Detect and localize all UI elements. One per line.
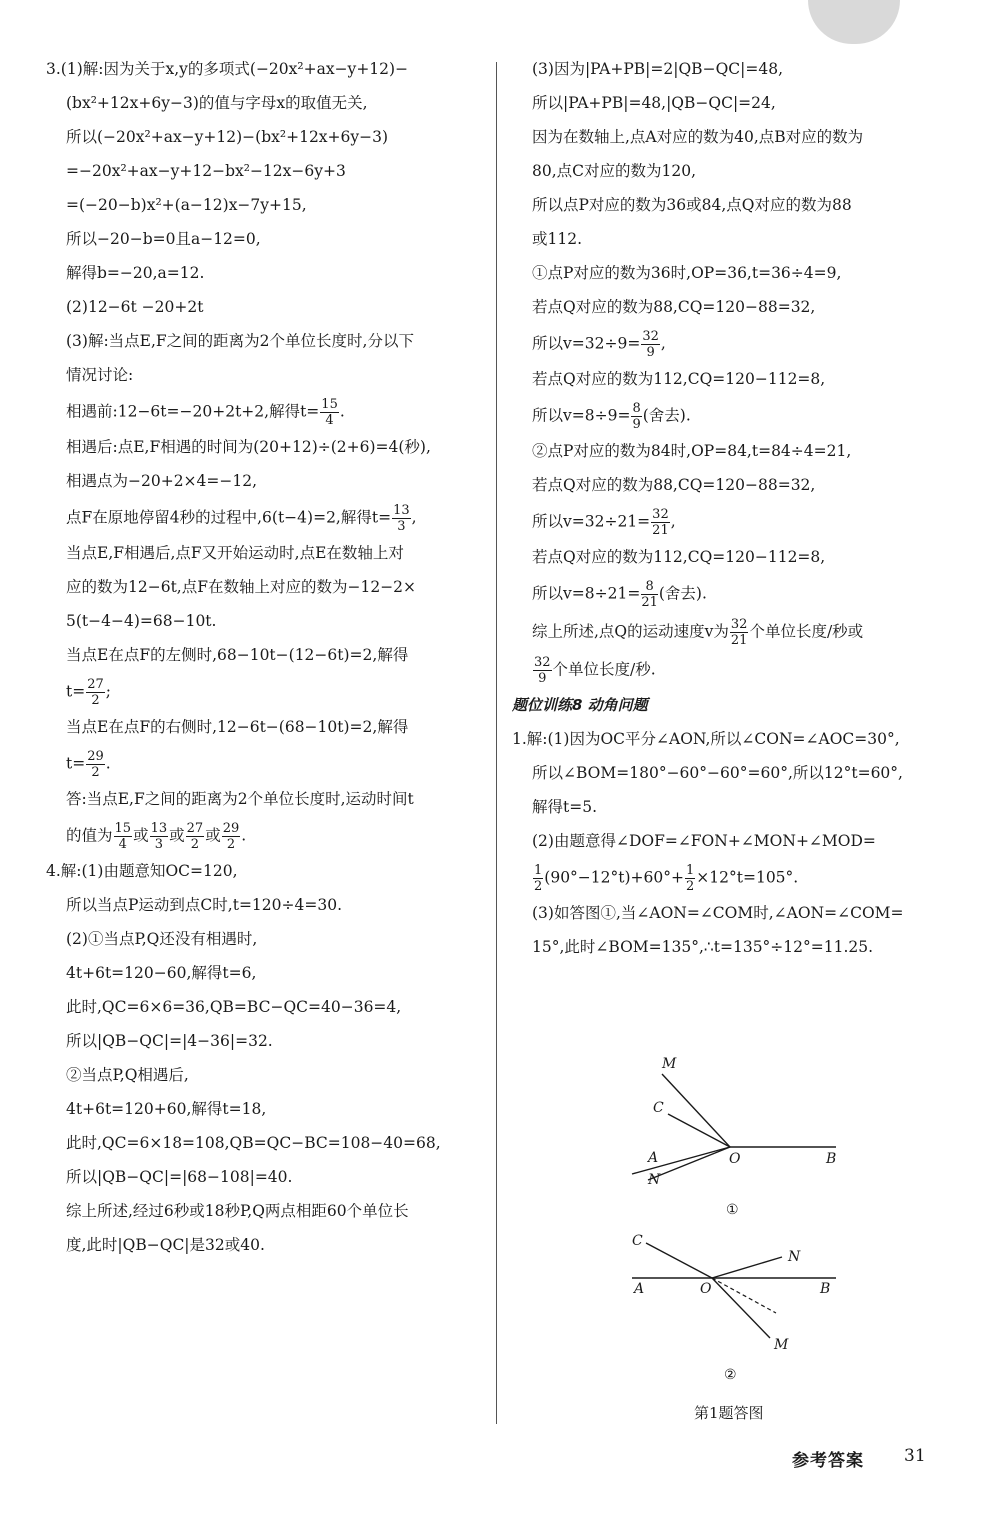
text-fragment: 所以v=32÷21= — [532, 512, 651, 531]
text-line: 相遇点为−20+2×4=−12, — [66, 472, 258, 490]
point-label-c: C — [653, 1100, 664, 1116]
text-line: (3)因为|PA+PB|=2|QB−QC|=48, — [532, 60, 783, 78]
text-line: 当点E,F相遇后,点F又开始运动时,点E在数轴上对 — [66, 544, 404, 562]
text-fragment: 所以v=8÷9= — [532, 406, 631, 425]
text-fragment: ; — [105, 682, 111, 701]
text-line — [46, 504, 484, 533]
text-fragment: 或 — [133, 826, 149, 845]
text-line: 综上所述,经过6秒或18秒P,Q两点相距60个单位长 — [66, 1202, 409, 1220]
fraction-denominator: 2 — [686, 879, 695, 894]
text-line: 若点Q对应的数为112,CQ=120−112=8, — [532, 548, 826, 566]
fraction-denominator: 2 — [91, 693, 100, 708]
fraction-numerator: 29 — [222, 821, 240, 836]
text-fragment: 个单位长度/秒. — [552, 660, 656, 679]
ray-om — [662, 1074, 730, 1147]
fraction — [86, 750, 105, 779]
text-fragment: (舍去). — [658, 584, 707, 603]
text-line: 此时,QC=6×18=108,QB=QC−BC=108−40=68, — [66, 1134, 441, 1152]
text-fragment: 的值为 — [66, 826, 113, 845]
point-label-n: N — [648, 1172, 661, 1188]
text-fragment: 相遇前:12−6t=−20+2t+2,解得t= — [66, 402, 320, 421]
fraction-denominator: 2 — [226, 837, 236, 852]
text-line: 度,此时|QB−QC|是32或40. — [66, 1236, 265, 1254]
fraction-numerator: 32 — [642, 329, 659, 344]
text-line: 所以−20−b=0且a−12=0, — [66, 230, 261, 248]
text-line: 或112. — [532, 230, 583, 248]
text-line: 解得b=−20,a=12. — [66, 264, 205, 282]
text-fragment: (舍去). — [642, 406, 691, 425]
text-line — [512, 656, 952, 685]
text-line: 所以(−20x²+ax−y+12)−(bx²+12x+6y−3) — [66, 128, 389, 146]
text-line: 解得t=5. — [532, 798, 598, 816]
text-line: 当点E在点F的右侧时,12−6t−(68−10t)=2,解得 — [66, 718, 409, 736]
text-fragment: t= — [66, 754, 86, 773]
text-line: 所以|PA+PB|=48,|QB−QC|=24, — [532, 94, 776, 112]
text-line: 此时,QC=6×6=36,QB=BC−QC=40−36=4, — [66, 998, 402, 1016]
fraction-denominator: 4 — [118, 837, 127, 852]
text-line — [46, 750, 484, 779]
text-line: (2)①当点P,Q还没有相遇时, — [66, 930, 258, 948]
fraction — [150, 822, 169, 851]
text-line: 相遇后:点E,F相遇的时间为(20+12)÷(2+6)=4(秒), — [66, 438, 431, 456]
text-line: 当点E在点F的左侧时,68−10t−(12−6t)=2,解得 — [66, 646, 409, 664]
fraction-denominator: 21 — [641, 595, 658, 610]
text-line: ②点P对应的数为84时,OP=84,t=84÷4=21, — [532, 442, 852, 460]
left-column — [46, 58, 484, 1268]
text-line: =(−20−b)x²+(a−12)x−7y+15, — [66, 196, 307, 214]
fraction — [222, 822, 241, 851]
text-line: 所以|QB−QC|=|68−108|=40. — [66, 1168, 293, 1186]
ray-oc — [668, 1114, 730, 1147]
text-line: 情况讨论: — [66, 366, 134, 384]
text-fragment: 点F在原地停留4秒的过程中,6(t−4)=2,解得t= — [66, 508, 392, 527]
text-line — [512, 508, 952, 537]
text-line — [512, 864, 952, 893]
fraction-denominator: 21 — [652, 523, 669, 538]
text-line — [46, 398, 484, 427]
text-line: ②当点P,Q相遇后, — [66, 1066, 189, 1084]
text-line: 所以∠BOM=180°−60°−60°=60°,所以12°t=60°, — [532, 764, 903, 782]
fraction-numerator: 1 — [534, 863, 543, 878]
fraction-numerator: 32 — [652, 507, 669, 522]
text-line: 15°,此时∠BOM=135°,∴t=135°÷12°=11.25. — [532, 938, 874, 956]
fraction — [685, 864, 695, 893]
text-line: 若点Q对应的数为112,CQ=120−112=8, — [532, 370, 826, 388]
text-line: 若点Q对应的数为88,CQ=120−88=32, — [532, 476, 816, 494]
text-line: 答:当点E,F之间的距离为2个单位长度时,运动时间t — [66, 790, 414, 808]
fraction-denominator: 21 — [730, 633, 748, 648]
point-label-b: B — [820, 1281, 831, 1297]
text-line: 因为在数轴上,点A对应的数为40,点B对应的数为 — [532, 128, 864, 146]
figure-caption: 第1题答图 — [694, 1404, 764, 1422]
fraction-numerator: 15 — [321, 397, 338, 412]
fraction — [533, 864, 543, 893]
text-line — [512, 330, 952, 359]
text-line — [512, 618, 952, 647]
fraction — [641, 330, 660, 359]
text-fragment: , — [411, 508, 417, 527]
fraction-numerator: 15 — [114, 821, 132, 836]
point-label-o: O — [700, 1281, 712, 1297]
text-fragment: (90°−12°t)+60°+ — [544, 868, 684, 887]
right-column — [512, 58, 952, 970]
fraction-numerator: 8 — [641, 580, 658, 595]
ray-oa — [632, 1147, 730, 1174]
angle-figure-2 — [620, 1225, 850, 1355]
point-label-o: O — [729, 1151, 741, 1167]
fraction — [730, 618, 749, 647]
point-label-c: C — [632, 1233, 643, 1249]
figure-1-number: ① — [726, 1202, 739, 1218]
fraction — [186, 822, 205, 851]
fraction-numerator: 29 — [87, 749, 104, 764]
fraction — [651, 508, 670, 537]
fraction-denominator: 9 — [632, 417, 641, 432]
angle-figure-1 — [620, 1050, 850, 1220]
fraction — [533, 656, 552, 685]
fraction — [86, 678, 105, 707]
text-line: 所以|QB−QC|=|4−36|=32. — [66, 1032, 273, 1050]
fraction-numerator: 8 — [632, 401, 641, 416]
text-line: 所以点P对应的数为36或84,点Q对应的数为88 — [532, 196, 852, 214]
figure-2-number: ② — [724, 1367, 737, 1383]
point-label-a: A — [634, 1281, 645, 1297]
text-line: 4t+6t=120+60,解得t=18, — [66, 1100, 267, 1118]
text-fragment: 或 — [169, 826, 185, 845]
fraction-numerator: 1 — [686, 863, 695, 878]
text-line — [46, 822, 484, 851]
fraction-denominator: 9 — [538, 671, 547, 686]
dashed-ray — [712, 1278, 776, 1313]
fraction — [114, 822, 133, 851]
fraction — [641, 580, 658, 609]
text-line: (3)如答图①,当∠AON=∠COM时,∠AON=∠COM= — [532, 904, 904, 922]
fraction-numerator: 27 — [87, 677, 104, 692]
text-fragment: 或 — [205, 826, 221, 845]
text-fragment: , — [660, 334, 666, 353]
column-divider — [496, 62, 497, 1424]
text-line: 5(t−4−4)=68−10t. — [66, 612, 217, 630]
text-fragment: . — [241, 826, 247, 845]
text-line: 若点Q对应的数为88,CQ=120−88=32, — [532, 298, 816, 316]
page-tab-decoration — [808, 0, 900, 44]
text-line: 所以当点P运动到点C时,t=120÷4=30. — [66, 896, 343, 914]
text-line — [512, 580, 952, 609]
text-line — [512, 402, 952, 431]
text-fragment: 所以v=32÷9= — [532, 334, 641, 353]
page-number: 31 — [904, 1446, 926, 1466]
footer-title: 参考答案 — [792, 1451, 864, 1471]
point-label-a: A — [648, 1150, 659, 1166]
fraction-denominator: 2 — [190, 837, 200, 852]
text-fragment: 综上所述,点Q的运动速度v为 — [532, 622, 729, 641]
text-line: (bx²+12x+6y−3)的值与字母x的取值无关, — [66, 94, 368, 112]
text-fragment: . — [339, 402, 345, 421]
ray-on — [712, 1257, 782, 1278]
text-line: =−20x²+ax−y+12−bx²−12x−6y+3 — [66, 162, 346, 180]
point-label-m: M — [662, 1056, 677, 1072]
fraction-denominator: 2 — [534, 879, 543, 894]
fraction-denominator: 9 — [646, 345, 655, 360]
text-line — [46, 678, 484, 707]
fraction-denominator: 3 — [154, 837, 163, 852]
text-line: 80,点C对应的数为120, — [532, 162, 697, 180]
text-fragment: . — [105, 754, 111, 773]
ray-oc — [646, 1243, 712, 1278]
text-line: (3)解:当点E,F之间的距离为2个单位长度时,分以下 — [66, 332, 414, 350]
text-line: (2)12−6t −20+2t — [66, 298, 204, 316]
text-fragment: 所以v=8÷21= — [532, 584, 641, 603]
fraction — [631, 402, 641, 431]
text-fragment: , — [670, 512, 676, 531]
text-line: 1.解:(1)因为OC平分∠AON,所以∠CON=∠AOC=30°, — [512, 730, 900, 748]
fraction-numerator: 13 — [393, 503, 410, 518]
fraction-numerator: 32 — [730, 617, 748, 632]
fraction-numerator: 32 — [534, 655, 551, 670]
text-line: 4t+6t=120−60,解得t=6, — [66, 964, 257, 982]
text-line: 4.解:(1)由题意知OC=120, — [46, 862, 238, 880]
fraction-denominator: 4 — [325, 413, 334, 428]
text-line: 应的数为12−6t,点F在数轴上对应的数为−12−2× — [66, 578, 417, 596]
ray-on — [648, 1147, 730, 1180]
text-fragment: t= — [66, 682, 86, 701]
point-label-m: M — [774, 1337, 789, 1353]
fraction-numerator: 27 — [186, 821, 204, 836]
text-fragment: 个单位长度/秒或 — [749, 622, 864, 641]
fraction — [392, 504, 411, 533]
section-title: 题位训练8 动角问题 — [512, 696, 648, 714]
text-fragment: ×12°t=105°. — [696, 868, 799, 887]
ray-om — [712, 1278, 770, 1338]
fraction-denominator: 2 — [91, 765, 100, 780]
fraction — [320, 398, 339, 427]
point-label-b: B — [826, 1151, 837, 1167]
text-line: 3.(1)解:因为关于x,y的多项式(−20x²+ax−y+12)− — [46, 60, 409, 78]
text-line: (2)由题意得∠DOF=∠FON+∠MON+∠MOD= — [532, 832, 876, 850]
fraction-denominator: 3 — [397, 519, 406, 534]
fraction-numerator: 13 — [150, 821, 168, 836]
text-line: ①点P对应的数为36时,OP=36,t=36÷4=9, — [532, 264, 842, 282]
point-label-n: N — [788, 1249, 801, 1265]
